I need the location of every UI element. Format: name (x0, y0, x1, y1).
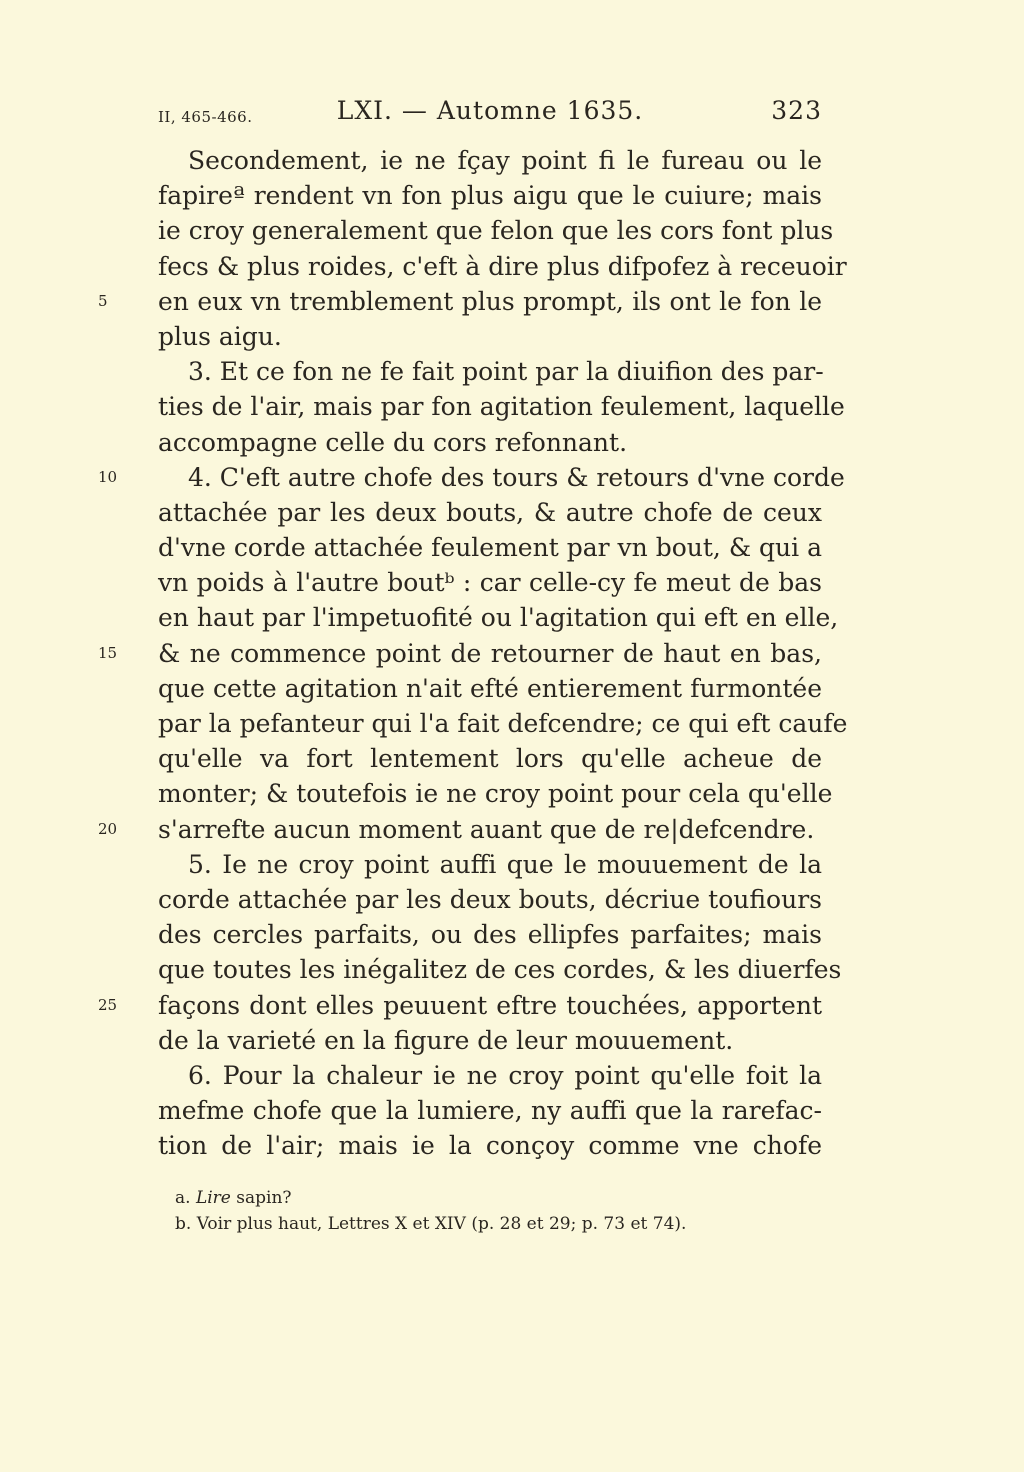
footnote-text: sapin? (236, 1188, 292, 1208)
edition-reference: II, 465-466. (158, 108, 253, 126)
line-number: 15 (98, 643, 118, 662)
line-text: ties de l'air, mais par fon agitation feulement, laquelle (158, 392, 845, 422)
text-line (158, 178, 822, 213)
line-text: monter; & toutefois ie ne croy point pour cela qu'elle (158, 779, 833, 809)
running-head (158, 96, 822, 136)
line-text: 5. Ie ne croy point auffi que le mouuement de la (188, 849, 822, 879)
text-line (98, 636, 822, 671)
line-text: des cercles parfaits, ou des ellipfes parfaites; mais (158, 920, 822, 950)
footnote (175, 1185, 815, 1211)
footnote-emphasis: Lire (195, 1188, 231, 1208)
text-line (158, 847, 822, 882)
text-line (98, 812, 822, 847)
line-text: d'vne corde attachée feulement par vn bout, & qui a (158, 533, 822, 563)
text-line (158, 1093, 822, 1128)
line-number: 20 (98, 819, 118, 838)
line-text: ie croy generalement que felon que les cors font plus (158, 216, 834, 246)
line-text: tion de l'air; mais ie la conçoy comme vne chofe (158, 1131, 822, 1161)
body-text (98, 143, 848, 1163)
footnote-text: Voir plus haut, Lettres X et XIV (p. 28 et 29; p. 73 et 74). (196, 1214, 687, 1234)
line-text: mefme chofe que la lumiere, ny auffi que la rarefac- (158, 1096, 822, 1126)
line-text: s'arrefte aucun moment auant que de re|defcendre. (158, 814, 815, 844)
letter-title: LXI. — Automne 1635. (336, 96, 644, 125)
line-number: 10 (98, 467, 118, 486)
text-line (158, 1058, 822, 1093)
text-line (158, 530, 822, 565)
text-line (158, 600, 839, 635)
line-text: plus aigu. (158, 321, 282, 351)
footnotes (175, 1185, 815, 1237)
text-line (158, 354, 822, 389)
text-line (158, 495, 822, 530)
line-text: corde attachée par les deux bouts, décriue toufiours (158, 884, 822, 914)
page-number: 323 (771, 96, 822, 125)
line-text: & ne commence point de retourner de haut en bas, (158, 638, 822, 668)
text-line (158, 917, 822, 952)
line-text: en eux vn tremblement plus prompt, ils ont le fon le (158, 286, 822, 316)
text-line (158, 1023, 822, 1058)
line-text: 3. Et ce fon ne fe fait point par la diuifion des par- (188, 357, 824, 387)
text-line (158, 706, 848, 741)
line-text: accompagne celle du cors refonnant. (158, 427, 628, 457)
line-text: 4. C'eft autre chofe des tours & retours d'vne corde (188, 462, 845, 492)
line-number: 5 (98, 291, 108, 310)
line-text: façons dont elles peuuent eftre touchées, apportent (158, 990, 822, 1020)
text-line (158, 249, 847, 284)
line-text: fecs & plus roides, c'eft à dire plus difpofez à receuoir (158, 251, 847, 281)
text-line (158, 882, 822, 917)
text-line (158, 776, 833, 811)
text-line (158, 671, 822, 706)
text-line (98, 988, 822, 1023)
line-text: Secondement, ie ne fçay point fi le fureau ou le (188, 146, 822, 175)
line-text: en haut par l'impetuofité ou l'agitation qui eft en elle, (158, 603, 839, 633)
line-text: fapireª rendent vn fon plus aigu que le cuiure; mais (158, 181, 822, 211)
footnote-marker: a. (175, 1188, 191, 1208)
line-number: 25 (98, 995, 118, 1014)
line-text: vn poids à l'autre boutᵇ : car celle-cy fe meut de bas (158, 568, 822, 598)
line-text: de la varieté en la figure de leur mouuement. (158, 1025, 734, 1055)
text-line (158, 741, 822, 776)
footnote-marker: b. (175, 1214, 192, 1234)
text-line (158, 143, 822, 178)
text-line (158, 1128, 822, 1163)
footnote (175, 1211, 815, 1237)
text-line (98, 460, 845, 495)
line-text: qu'elle va fort lentement lors qu'elle acheue de (158, 744, 822, 774)
line-text: que toutes les inégalitez de ces cordes, & les diuerfes (158, 955, 842, 985)
text-line (158, 389, 845, 424)
text-line (158, 319, 822, 354)
text-line (158, 952, 842, 987)
line-text: attachée par les deux bouts, & autre chofe de ceux (158, 497, 822, 527)
line-text: que cette agitation n'ait efté entierement furmontée (158, 673, 822, 703)
line-text: par la pefanteur qui l'a fait defcendre; ce qui eft caufe (158, 709, 848, 738)
text-line (158, 213, 834, 248)
text-line (158, 425, 822, 460)
text-line (98, 284, 822, 319)
line-text: 6. Pour la chaleur ie ne croy point qu'elle foit la (188, 1060, 822, 1090)
text-line (158, 565, 822, 600)
